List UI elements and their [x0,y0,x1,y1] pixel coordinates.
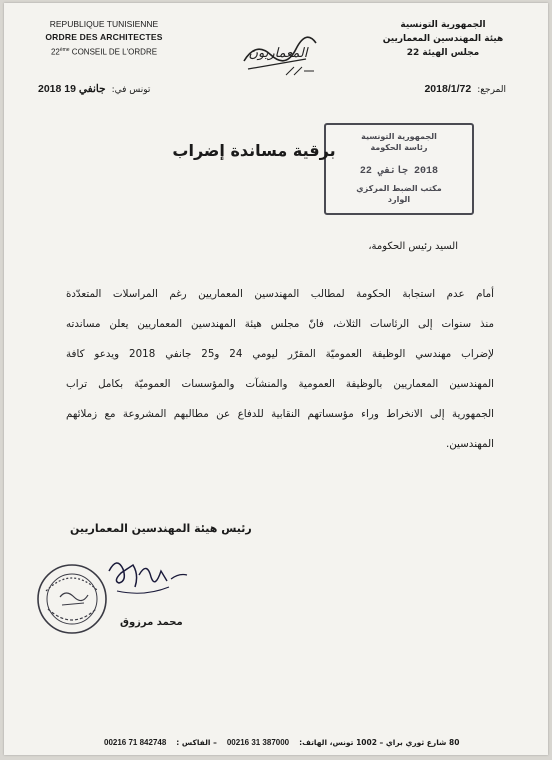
body-line: الجمهورية إلى الانخراط وراء مؤسساتهم النقابية للدفاع عن مطالبهم المشروعة مع زملائهم [66,408,494,420]
footer-address: 80 شارع ثوري براي – 1002 تونس، الهاتف: [299,738,460,747]
body-line: أمام عدم استجابة الحكومة لمطالب المهندسين المعماريين رغم المراسلات المتعدّدة [66,288,494,300]
header-fr-line1: REPUBLIQUE TUNISIENNE [49,19,159,29]
stamp-line1: الجمهورية التونسية [361,132,437,141]
date-label: تونس في: [111,85,151,95]
stamp-line5: الوارد [387,195,411,204]
header-french [34,18,174,59]
header-ar-line3: مجلس الهيئة 22 [406,48,480,58]
body-line: لإضراب مهندسي الوظيفة العموميّة المقرّر ليومي 24 و25 جانفي 2018 ويدعو كافة [66,348,494,360]
round-official-seal [34,561,110,637]
stamp-line2: رئاسة الحكومة [370,143,428,152]
handwritten-note-text: المعماريون [248,46,308,61]
signatory-name: محمد مرزوق [120,617,183,628]
header-fr-line3: 22ème CONSEIL DE L'ORDRE [50,47,158,57]
addressee: السيد رئيس الحكومة، [368,241,458,252]
date-value: 2018 جانفي 19 [38,83,106,95]
header-ar-line1: الجمهورية التونسية [400,20,486,30]
handwritten-signature [99,551,199,606]
date-line [38,83,150,95]
body-line: المهندسين. [445,438,494,450]
reception-stamp [324,123,474,215]
letter-body [66,279,494,459]
handwritten-note [236,31,321,81]
footer-phone: 00216 31 387000 [226,738,290,747]
reference-line [424,83,506,95]
footer-fax-label: – الفاكس : [176,738,217,747]
stamp-date: 2018 جانفي 22 [359,166,439,177]
body-line: منذ سنوات إلى الرئاسات الثلاث، فانّ مجلس هيئة المهندسين المعماريين يعلن مساندته [66,318,494,330]
header-ar-line2: هيئة المهندسين المعماريين [382,34,504,44]
footer-contact [104,738,459,747]
signatory-title: رئيس هيئة المهندسين المعماريين [70,522,252,535]
reference-label: المرجع: [477,85,506,95]
header-fr-line2: ORDRE DES ARCHITECTES [45,32,163,42]
footer-fax: 00216 71 842748 [104,738,167,747]
stamp-line4: مكتب الضبط المركزي [356,184,442,193]
letter-title: برقية مساندة إضراب [172,141,336,160]
letter-sheet [4,3,548,755]
body-line: المهندسين المعماريين بالوظيفة العمومية والمنشآت والمؤسسات العموميّة بكامل تراب [66,378,494,390]
reference-value: 2018/1/72 [424,83,472,95]
header-arabic [378,18,508,60]
